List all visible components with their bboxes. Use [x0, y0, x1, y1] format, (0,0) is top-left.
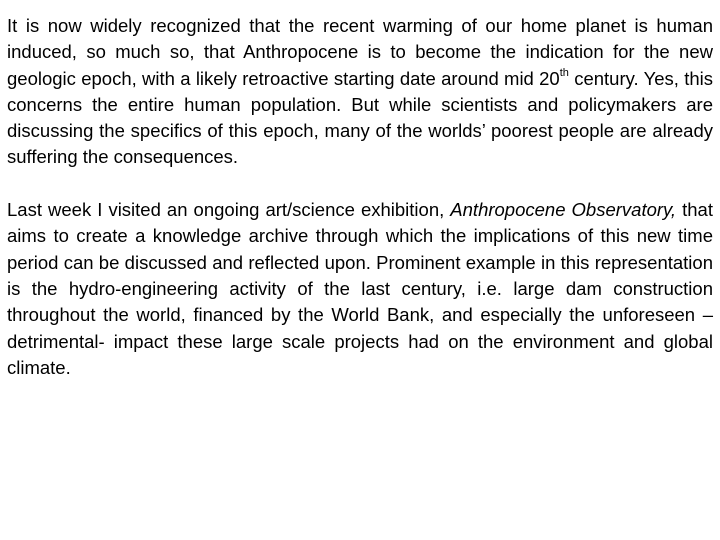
paragraph-2-text-start: Last week I visited an ongoing art/science exhibition, — [7, 199, 451, 221]
paragraph-2-text-end: that aims to create a knowledge archive through which the implications of this new time period can be discussed and reflected upon. Prominent example in this representation is the hydro-engineering activity of the last century, i.e. large dam construction throughout the world, financed by the World Bank, and especially the unforeseen –detrimental- impact these large scale projects had on the environment and global climate. — [7, 199, 713, 378]
paragraph-1-text-start: It is now widely recognized that the recent warming of our home planet is human induced, so much so, that Anthropocene is to become the indication for the new geologic epoch, with a likely retroactive starting date around mid 20 — [7, 15, 713, 89]
paragraph-2 — [7, 197, 713, 381]
ordinal-suffix: th — [559, 67, 569, 80]
paragraph-1 — [7, 13, 713, 171]
exhibition-title: Anthropocene Observatory, — [450, 199, 677, 221]
document-page — [7, 13, 713, 381]
paragraph-1-text-end: century. Yes, this concerns the entire human population. But while scientists and policymakers are discussing the specifics of this epoch, many of the worlds’ poorest people are already suffering the consequences. — [7, 67, 713, 168]
